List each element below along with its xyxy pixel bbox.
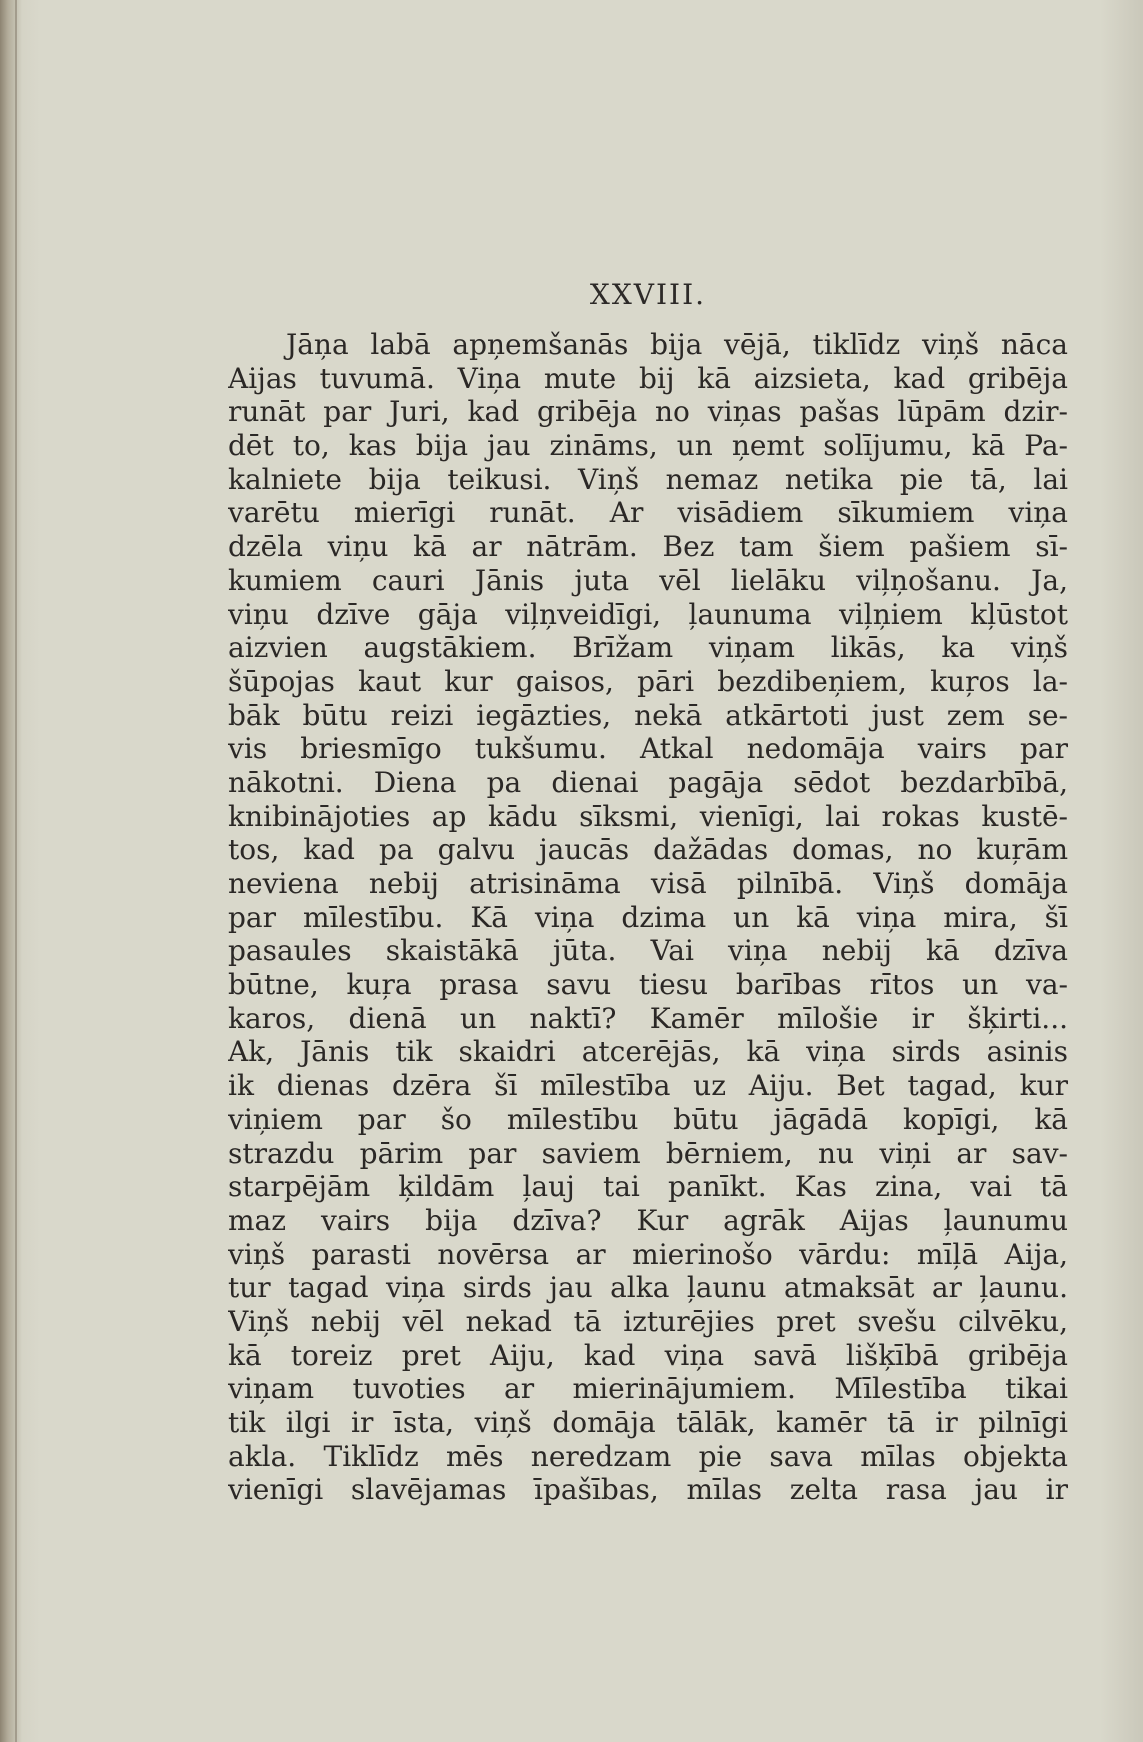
text-line: kumiem cauri Jānis juta vēl lielāku viļņošanu. Ja, <box>228 563 1068 597</box>
text-line: tur tagad viņa sirds jau alka ļaunu atmaksāt ar ļaunu. <box>228 1271 1068 1305</box>
text-line: viņu dzīve gāja viļņveidīgi, ļaunuma viļņiem kļūstot <box>228 597 1068 631</box>
text-line: kalniete bija teikusi. Viņš nemaz netika pie tā, lai <box>228 462 1068 496</box>
text-line: par mīlestību. Kā viņa dzima un kā viņa mira, šī <box>228 900 1068 934</box>
text-line: tik ilgi ir īsta, viņš domāja tālāk, kamēr tā ir pilnīgi <box>228 1406 1068 1439</box>
text-line: kā toreiz pret Aiju, kad viņa savā lišķībā gribēja <box>228 1338 1068 1372</box>
text-line: viņš parasti novērsa ar mierinošo vārdu: mīļā Aija, <box>228 1237 1068 1271</box>
chapter-heading: XXVIII. <box>589 278 707 311</box>
text-line: ik dienas dzēra šī mīlestība uz Aiju. Bet tagad, kur <box>228 1069 1068 1103</box>
page-spine-shadow <box>0 0 22 1742</box>
text-line: būtne, kuŗa prasa savu tiesu barības rītos un va- <box>228 968 1068 1002</box>
text-line: šūpojas kaut kur gaisos, pāri bezdibeņiem, kuŗos la- <box>228 664 1068 698</box>
text-line: Jāņa labā apņemšanās bija vējā, tiklīdz viņš nāca <box>286 328 1068 361</box>
text-line: vienīgi slavējamas īpašības, mīlas zelta rasa jau ir <box>228 1473 1068 1507</box>
body-paragraph <box>228 328 1068 1507</box>
text-line: viņam tuvoties ar mierinājumiem. Mīlestība tikai <box>228 1372 1068 1406</box>
text-line: knibinājoties ap kādu sīksmi, vienīgi, lai rokas kustē- <box>228 799 1068 833</box>
binding-line <box>15 0 17 1742</box>
text-line: nākotni. Diena pa dienai pagāja sēdot bezdarbībā, <box>228 765 1068 799</box>
text-line: bāk būtu reizi iegāzties, nekā atkārtoti just zem se- <box>228 698 1068 732</box>
text-line: aizvien augstākiem. Brīžam viņam likās, ka viņš <box>228 631 1068 665</box>
text-line: neviena nebij atrisināma visā pilnībā. Viņš domāja <box>228 867 1068 900</box>
text-line: vis briesmīgo tukšumu. Atkal nedomāja vairs par <box>228 732 1068 766</box>
text-line: starpējām ķildām ļauj tai panīkt. Kas zina, vai tā <box>228 1170 1068 1204</box>
text-line: maz vairs bija dzīva? Kur agrāk Aijas ļaunumu <box>228 1203 1068 1237</box>
text-line: akla. Tiklīdz mēs neredzam pie sava mīlas objekta <box>228 1439 1068 1473</box>
text-line: Ak, Jānis tik skaidri atcerējās, kā viņa sirds asinis <box>228 1035 1068 1069</box>
text-line: pasaules skaistākā jūta. Vai viņa nebij kā dzīva <box>228 934 1068 968</box>
text-line: Aijas tuvumā. Viņa mute bij kā aizsieta, kad gribēja <box>228 361 1068 395</box>
text-line: Viņš nebij vēl nekad tā izturējies pret svešu cilvēku, <box>228 1304 1068 1338</box>
text-line: strazdu pārim par saviem bērniem, nu viņi ar sav- <box>228 1136 1068 1170</box>
text-line: karos, dienā un naktī? Kamēr mīlošie ir šķirti... <box>228 1001 1068 1035</box>
text-line: dēt to, kas bija jau zināms, un ņemt solījumu, kā Pa- <box>228 429 1068 463</box>
text-line: viņiem par šo mīlestību būtu jāgādā kopīgi, kā <box>228 1102 1068 1136</box>
text-line: tos, kad pa galvu jaucās dažādas domas, no kuŗām <box>228 833 1068 867</box>
text-line: dzēla viņu kā ar nātrām. Bez tam šiem pašiem sī- <box>228 530 1068 564</box>
text-line: varētu mierīgi runāt. Ar visādiem sīkumiem viņa <box>228 496 1068 530</box>
text-line: runāt par Juri, kad gribēja no viņas pašas lūpām dzir- <box>228 395 1068 429</box>
